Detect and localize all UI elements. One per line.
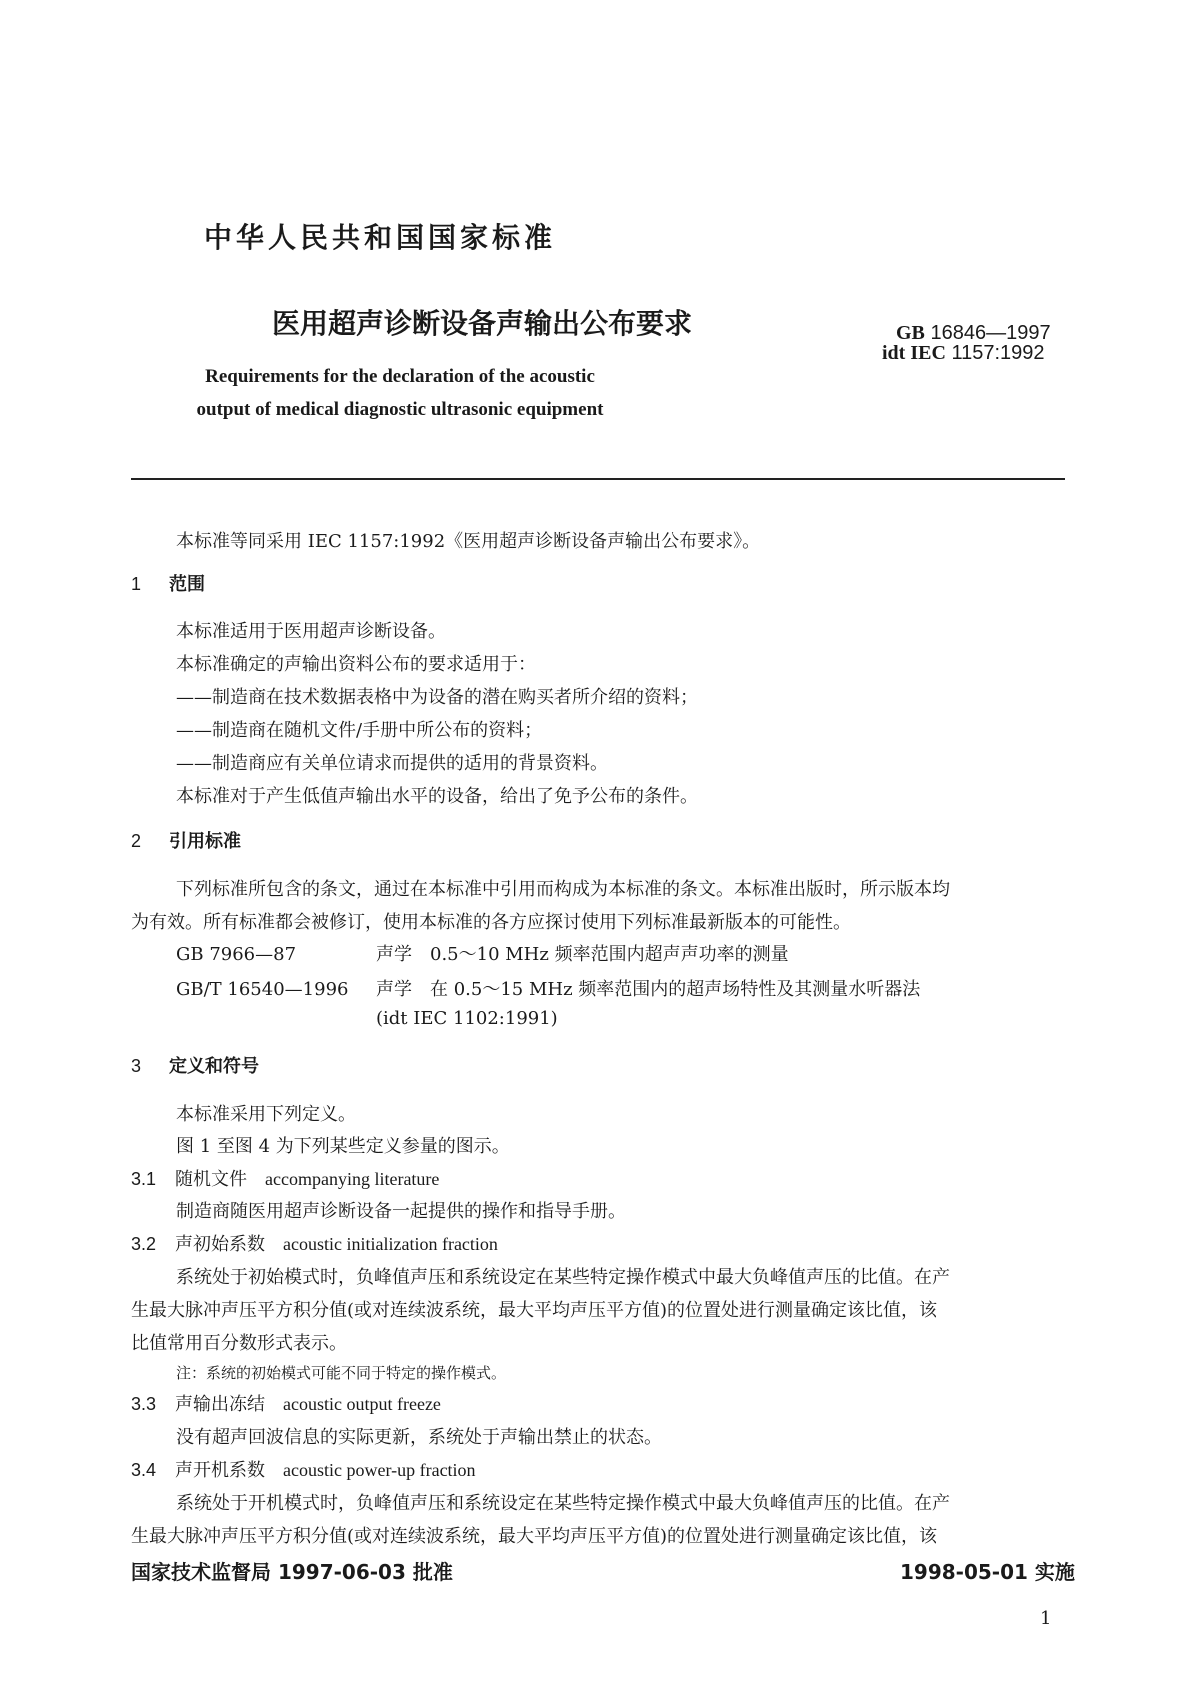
reference-entry (176, 975, 920, 1001)
section-title: 引用标准 (169, 831, 241, 852)
section-2-heading (131, 827, 241, 853)
definition-body-line: 系统处于初始模式时，负峰值声压和系统设定在某些特定操作模式中最大负峰值声压的比值。在产 (176, 1267, 950, 1288)
definition-body: 制造商随医用超声诊断设备一起提供的操作和指导手册。 (176, 1201, 626, 1222)
approval-date: 国家技术监督局 1997-06-03 批准 (131, 1560, 453, 1584)
definition-body-line: 系统处于开机模式时，负峰值声压和系统设定在某些特定操作模式中最大负峰值声压的比值。在产 (176, 1493, 950, 1514)
section-title: 定义和符号 (169, 1056, 259, 1077)
list-item: ——制造商应有关单位请求而提供的适用的背景资料。 (176, 753, 608, 774)
list-item: ——制造商在技术数据表格中为设备的潜在购买者所介绍的资料； (176, 687, 698, 708)
term-zh: 声开机系数 (175, 1460, 265, 1481)
document-title-en-line1: Requirements for the declaration of the acoustic (205, 366, 595, 387)
definition-3-3-heading (131, 1390, 441, 1416)
term-en: accompanying literature (265, 1169, 440, 1189)
section-2-paragraph-line: 下列标准所包含的条文，通过在本标准中引用而构成为本标准的条文。本标准出版时，所示版本均 (176, 879, 950, 900)
section-3-heading (131, 1052, 259, 1078)
document-title-zh: 医用超声诊断设备声输出公布要求 (272, 307, 693, 340)
section-1-paragraph: 本标准确定的声输出资料公布的要求适用于： (176, 654, 536, 675)
reference-code: GB 7966—87 (176, 944, 297, 965)
reference-code: GB/T 16540—1996 (176, 979, 349, 1000)
section-1-paragraph: 本标准对于产生低值声输出水平的设备，给出了免予公布的条件。 (176, 786, 698, 807)
section-number: 2 (131, 831, 142, 851)
clause-number: 3.3 (131, 1394, 157, 1414)
definition-3-2-heading (131, 1230, 498, 1256)
section-number: 1 (131, 574, 142, 594)
section-1-heading (131, 570, 205, 596)
page-number: 1 (1040, 1608, 1052, 1629)
term-zh: 声初始系数 (175, 1234, 265, 1255)
term-zh: 随机文件 (175, 1169, 247, 1190)
header-divider (131, 478, 1065, 480)
gb-prefix: GB (896, 322, 925, 344)
reference-title: 声学 0.5～10 MHz 频率范围内超声声功率的测量 (376, 944, 789, 965)
section-1-paragraph: 本标准适用于医用超声诊断设备。 (176, 621, 446, 642)
intro-paragraph: 本标准等同采用 IEC 1157:1992《医用超声诊断设备声输出公布要求》。 (176, 531, 761, 552)
reference-title-continuation: (idt IEC 1102:1991) (376, 1008, 558, 1029)
term-en: acoustic output freeze (283, 1394, 441, 1414)
idt-prefix: idt IEC (882, 342, 946, 364)
national-standard-heading: 中华人民共和国国家标准 (203, 221, 556, 254)
definition-body-line: 生最大脉冲声压平方积分值(或对连续波系统，最大平均声压平方值)的位置处进行测量确定该比值，该 (131, 1526, 938, 1547)
term-en: acoustic power-up fraction (283, 1460, 476, 1480)
effective-date: 1998-05-01 实施 (900, 1560, 1075, 1584)
clause-number: 3.1 (131, 1169, 157, 1189)
definition-note: 注：系统的初始模式可能不同于特定的操作模式。 (176, 1364, 507, 1382)
section-title: 范围 (169, 574, 205, 595)
idt-number: 1157:1992 (951, 342, 1045, 364)
definition-body-line: 生最大脉冲声压平方积分值(或对连续波系统，最大平均声压平方值)的位置处进行测量确定该比值，该 (131, 1300, 938, 1321)
list-item: ——制造商在随机文件/手册中所公布的资料； (176, 720, 543, 741)
clause-number: 3.2 (131, 1234, 157, 1254)
reference-title: 声学 在 0.5～15 MHz 频率范围内的超声场特性及其测量水听器法 (376, 979, 921, 1000)
term-zh: 声输出冻结 (175, 1394, 265, 1415)
idt-reference (882, 342, 1045, 365)
term-en: acoustic initialization fraction (283, 1234, 498, 1254)
section-3-paragraph: 图 1 至图 4 为下列某些定义参量的图示。 (176, 1136, 510, 1157)
gb-number: 16846—1997 (930, 322, 1051, 344)
section-3-paragraph: 本标准采用下列定义。 (176, 1104, 356, 1125)
definition-body: 没有超声回波信息的实际更新，系统处于声输出禁止的状态。 (176, 1427, 662, 1448)
document-title-en-line2: output of medical diagnostic ultrasonic equipment (196, 399, 604, 420)
definition-3-1-heading (131, 1165, 439, 1191)
definition-3-4-heading (131, 1456, 476, 1482)
definition-body-line: 比值常用百分数形式表示。 (131, 1333, 347, 1354)
section-2-paragraph-line: 为有效。所有标准都会被修订，使用本标准的各方应探讨使用下列标准最新版本的可能性。 (131, 912, 851, 933)
section-number: 3 (131, 1056, 142, 1076)
clause-number: 3.4 (131, 1460, 157, 1480)
reference-entry (176, 940, 789, 966)
